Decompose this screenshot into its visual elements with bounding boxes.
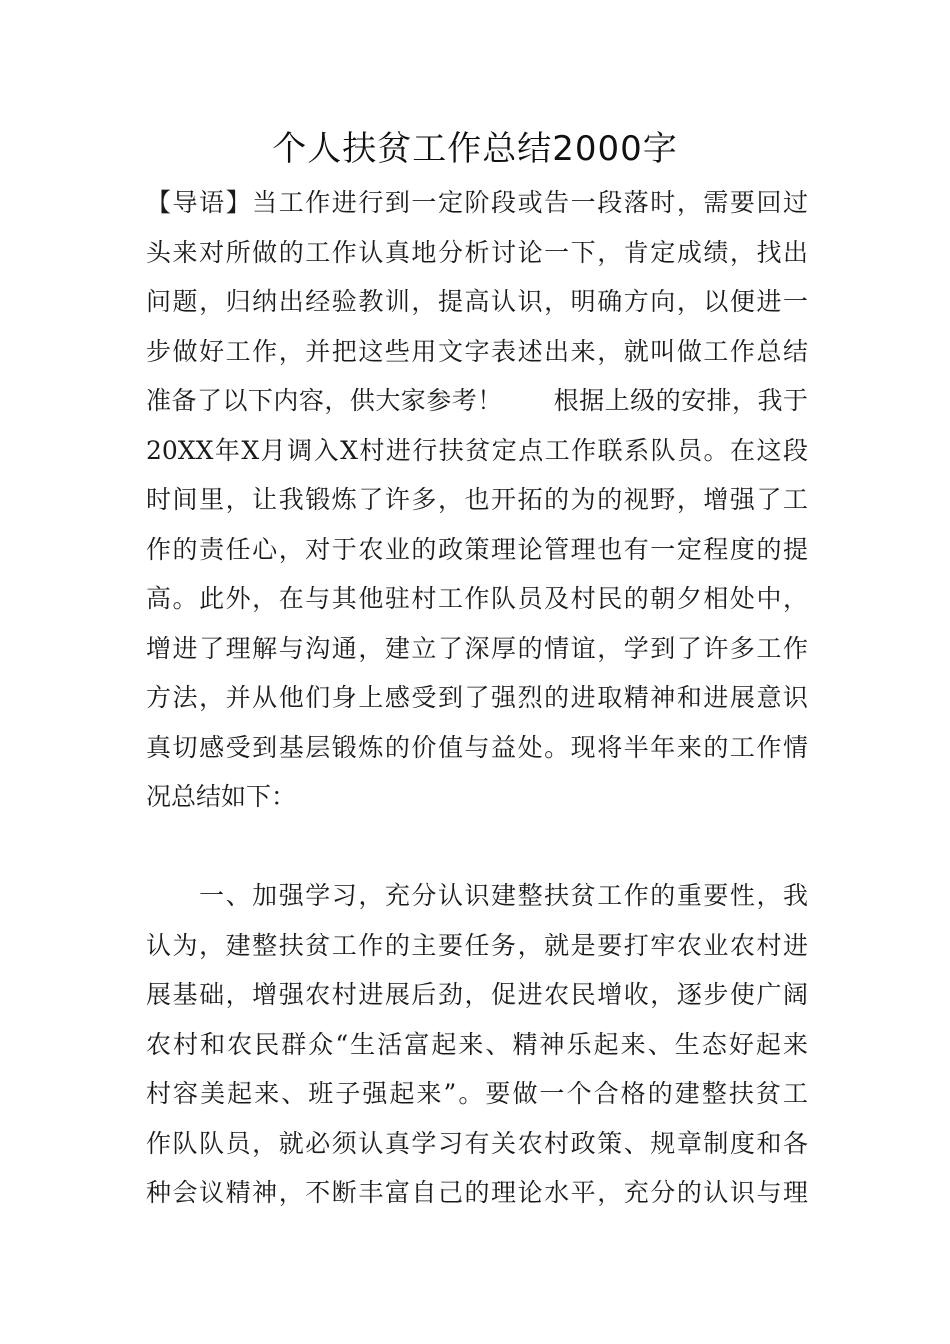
body-line: 作队队员，就必须认真学习有关农村政策、规章制度和各 bbox=[146, 1128, 808, 1158]
body-line: 步做好工作，并把这些用文字表述出来，就叫做工作总结 bbox=[146, 336, 808, 366]
body-line: 认为，建整扶贫工作的主要任务，就是要打牢农业农村进 bbox=[146, 930, 808, 960]
blank-line bbox=[146, 822, 808, 872]
body-line: 况总结如下： bbox=[146, 782, 297, 811]
body-line: 头来对所做的工作认真地分析讨论一下，肯定成绩，找出 bbox=[146, 237, 808, 267]
body-line: 时间里，让我锻炼了许多，也开拓的为的视野，增强了工 bbox=[146, 485, 808, 514]
body-line: 一、加强学习，充分认识建整扶贫工作的重要性，我 bbox=[146, 881, 808, 910]
body-line: 准备了以下内容，供大家参考！ 根据上级的安排，我于 bbox=[146, 386, 808, 415]
body-line: 高。此外，在与其他驻村工作队员及村民的朝夕相处中， bbox=[146, 584, 808, 613]
body-line: 问题，归纳出经验教训，提高认识，明确方向，以便进一 bbox=[146, 287, 808, 316]
body-line: 20XX年X月调入X村进行扶贫定点工作联系队员。在这段 bbox=[146, 435, 808, 465]
body-line: 方法，并从他们身上感受到了强烈的进取精神和进展意识 bbox=[146, 683, 808, 712]
document-title: 个人扶贫工作总结2000字 bbox=[272, 129, 678, 169]
body-line: 村容美起来、班子强起来”。要做一个合格的建整扶贫工 bbox=[146, 1079, 808, 1108]
body-line: 展基础，增强农村进展后劲，促进农民增收，逐步使广阔 bbox=[146, 980, 808, 1009]
body-line: 种会议精神，不断丰富自己的理论水平，充分的认识与理 bbox=[146, 1178, 808, 1207]
body-line: 增进了理解与沟通，建立了深厚的情谊，学到了许多工作 bbox=[146, 633, 808, 663]
body-line: 作的责任心，对于农业的政策理论管理也有一定程度的提 bbox=[146, 534, 808, 564]
body-line: 农村和农民群众“生活富起来、精神乐起来、生态好起来 bbox=[146, 1029, 808, 1059]
body-line: 【导语】当工作进行到一定阶段或告一段落时，需要回过 bbox=[146, 188, 808, 217]
body-line: 真切感受到基层锻炼的价值与益处。现将半年来的工作情 bbox=[146, 732, 808, 762]
document-body bbox=[146, 178, 808, 1218]
